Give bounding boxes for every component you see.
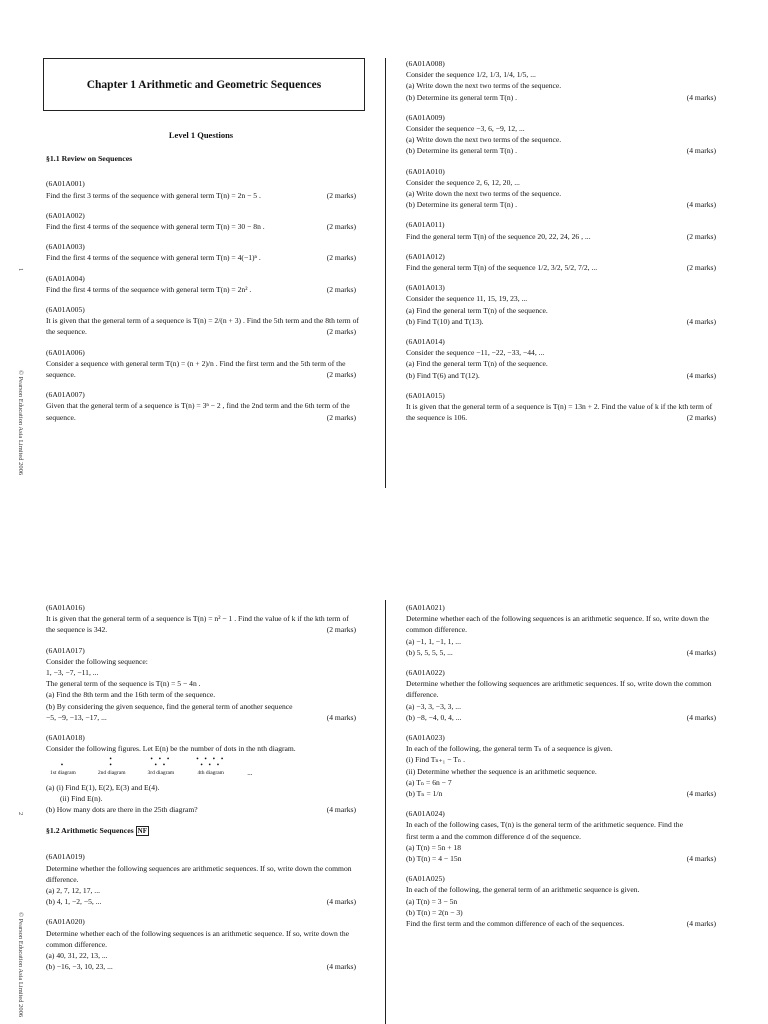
question-item [46, 347, 356, 381]
question-line: It is given that the general term of a sequence is T(n) = 13n + 2. Find the value of k if the kth term of [406, 401, 716, 412]
marks [710, 613, 716, 624]
top-left-panel [46, 118, 359, 432]
question-id: (6A01A024) [406, 809, 445, 819]
question-line: (a) Write down the next two terms of the sequence. [406, 80, 716, 91]
chapter-title: Chapter 1 Arithmetic and Geometric Sequences [43, 58, 365, 111]
question-line: Determine whether the following sequences are arithmetic sequences. If so, write down the common [406, 678, 716, 689]
diagram-label: 4th diagram [197, 770, 224, 777]
marks [710, 80, 716, 91]
dot-diagram [98, 756, 126, 779]
question-item [46, 273, 356, 295]
question-line: (b) Determine its general term T(n) . (4 marks) [406, 92, 716, 102]
section-heading: §1.1 Review on Sequences [46, 154, 133, 164]
dot-diagram [147, 756, 174, 779]
question-item [46, 389, 356, 423]
marks [350, 689, 356, 700]
question-id: (6A01A022) [406, 668, 445, 678]
question-line: (b) Determine its general term T(n) . (4 marks) [406, 200, 716, 210]
marks [710, 69, 716, 80]
marks [710, 907, 716, 918]
page-mark-bottom: 2 [17, 812, 24, 816]
question-line: (a) Find the general term T(n) of the sequence. [406, 358, 716, 369]
question-id: (6A01A013) [406, 283, 445, 293]
marks: (4 marks) [686, 854, 716, 864]
question-item [406, 873, 716, 929]
marks: (4 marks) [326, 712, 356, 722]
question-id: (6A01A016) [46, 603, 85, 612]
question-item [406, 58, 716, 103]
marks [710, 123, 716, 134]
question-line: (a) −1, 1, −1, 1, ... [406, 636, 716, 647]
question-id: (6A01A018) [46, 733, 85, 743]
question-line: (b) Find T(10) and T(13). (4 marks) [406, 316, 716, 326]
bottom-right-panel [406, 602, 716, 938]
question-line: Find the general term T(n) of the sequence 1/2, 3/2, 5/2, 7/2, ... (2 marks) [406, 263, 716, 273]
marks: (4 marks) [686, 712, 716, 722]
question-line: (b) Tₙ = 1/n (4 marks) [406, 789, 716, 799]
question-line: (b) T(n) = 2(n − 3) [406, 907, 716, 918]
divider-bottom [385, 600, 386, 1024]
question-id: (6A01A006) [46, 347, 85, 357]
dot-diagram [196, 756, 225, 779]
marks: (4 marks) [326, 962, 356, 972]
question-line: Consider a sequence with general term T(n) = (n + 2)/n . Find the first term and the 5th term of the [46, 358, 356, 369]
dot-row: • [60, 761, 66, 770]
question-id: (6A01A025) [406, 874, 445, 884]
marks [350, 928, 356, 939]
question-line: Consider the following sequence: [46, 656, 356, 667]
marks [350, 874, 356, 885]
question-line: Consider the sequence 11, 15, 19, 23, ... [406, 293, 716, 304]
question-line: (ii) Determine whether the sequence is an arithmetic sequence. [406, 766, 716, 777]
marks [710, 831, 716, 842]
marks [350, 400, 356, 411]
marks [710, 347, 716, 358]
question-item [406, 732, 716, 799]
marks [710, 636, 716, 647]
dot-diagrams [50, 756, 356, 779]
dot-diagram [50, 762, 76, 779]
ellipsis: ... [247, 769, 253, 778]
question-line: Consider the sequence 1/2, 1/3, 1/4, 1/5, ... [406, 69, 716, 80]
question-id: (6A01A021) [406, 603, 445, 612]
marks [359, 315, 365, 326]
question-line: (a) Write down the next two terms of the sequence. [406, 134, 716, 145]
question-line: (a) −3, 3, −3, 3, ... [406, 701, 716, 712]
question-line: (i) Find Tₙ₊₁ − Tₙ . [406, 754, 716, 765]
question-line: Determine whether the following sequences are arithmetic sequences. If so, write down the common [46, 863, 356, 874]
question-id: (6A01A002) [46, 210, 85, 220]
marks [710, 884, 716, 895]
question-line: (a) Tₙ = 6n − 7 [406, 777, 716, 788]
question-line: difference. [406, 689, 716, 700]
question-item [406, 251, 716, 273]
marks: (2 marks) [326, 190, 356, 200]
marks [710, 754, 716, 765]
page-mark-top: 1 [17, 268, 24, 272]
question-item [406, 336, 716, 381]
question-item [46, 210, 356, 232]
question-line: the sequence is 342. (2 marks) [46, 625, 356, 635]
question-id: (6A01A012) [406, 251, 445, 261]
question-list [46, 178, 359, 422]
dot-row: • [109, 761, 114, 770]
question-line: (a) Write down the next two terms of the sequence. [406, 188, 716, 199]
marks [350, 613, 356, 624]
question-item [406, 219, 716, 241]
question-id: (6A01A004) [46, 273, 85, 283]
marks [350, 656, 356, 667]
question-line: (a) Find the general term T(n) of the sequence. [406, 305, 716, 316]
marks: (2 marks) [326, 327, 356, 337]
dot-row: • • • [200, 761, 222, 770]
question-line: Find the first 3 terms of the sequence with general term T(n) = 2n − 5 . (2 marks) [46, 190, 356, 200]
question-item [406, 166, 716, 211]
question-line: Determine whether each of the following sequences is an arithmetic sequence. If so, write down the [406, 613, 716, 624]
marks [710, 743, 716, 754]
question-line: sequence. (2 marks) [46, 412, 356, 422]
marks [350, 950, 356, 961]
question-line: difference. [46, 874, 356, 885]
question-line: (b) 5, 5, 5, 5, ... (4 marks) [406, 647, 716, 657]
dot-row: • • [154, 761, 168, 770]
question-item [46, 645, 356, 723]
question-id: (6A01A007) [46, 390, 85, 400]
question-line: Find the first 4 terms of the sequence with general term T(n) = 30 − 8n . (2 marks) [46, 222, 356, 232]
question-id: (6A01A020) [46, 917, 85, 927]
question-item [406, 808, 716, 864]
question-line: the sequence. (2 marks) [46, 327, 356, 337]
question-id: (6A01A015) [406, 390, 445, 400]
marks [710, 134, 716, 145]
diagram-label: 1st diagram [50, 770, 76, 777]
marks: (4 marks) [686, 316, 716, 326]
marks [710, 701, 716, 712]
question-line: the sequence is 106. (2 marks) [406, 413, 716, 423]
question-id: (6A01A003) [46, 242, 85, 252]
question-line: (a) T(n) = 5n + 18 [406, 842, 716, 853]
question-text: (a) (i) Find E(1), E(2), E(3) and E(4). [46, 782, 160, 792]
question-list [406, 58, 716, 423]
question-line: (b) By considering the given sequence, find the general term of another sequence [46, 701, 356, 712]
marks: (2 marks) [326, 625, 356, 635]
marks [712, 401, 718, 412]
question-item [46, 178, 356, 200]
question-line: common difference. [406, 624, 716, 635]
marks [710, 624, 716, 635]
question-line: Consider the sequence 2, 6, 12, 20, ... [406, 177, 716, 188]
copyright-top: © Pearson Education Asia Limited 2006 [17, 370, 24, 476]
level-title: Level 1 Questions [168, 130, 234, 140]
marks [710, 777, 716, 788]
question-item [46, 304, 359, 338]
question-line: −5, −9, −13, −17, ... (4 marks) [46, 712, 356, 722]
marks: (4 marks) [686, 92, 716, 102]
question-line: common difference. [46, 939, 356, 950]
marks: (2 marks) [326, 222, 356, 232]
question-item [46, 916, 356, 972]
question-id: (6A01A010) [406, 166, 445, 176]
question-line: (b) 4, 1, −2, −5, ... (4 marks) [46, 897, 356, 907]
divider-top [385, 58, 386, 488]
marks: (4 marks) [686, 146, 716, 156]
marks: (4 marks) [326, 897, 356, 907]
marks [352, 863, 358, 874]
marks: (4 marks) [686, 789, 716, 799]
question-line: In each of the following, the general term Tₙ of a sequence is given. [406, 743, 716, 754]
marks [350, 939, 356, 950]
question-line: It is given that the general term of a sequence is T(n) = 2/(n + 3) . Find the 5th term and the 8th term of [46, 315, 356, 326]
marks [350, 885, 356, 896]
question-item [46, 851, 356, 907]
marks: (2 marks) [686, 231, 716, 241]
question-line: (b) T(n) = 4 − 15n (4 marks) [406, 854, 716, 864]
question-id: (6A01A014) [406, 337, 445, 347]
nf-badge: NF [137, 827, 148, 836]
question-line: In each of the following, the general term of an arithmetic sequence is given. [406, 884, 716, 895]
question-figures [46, 732, 356, 815]
question-item [406, 667, 716, 723]
marks [710, 188, 716, 199]
question-line: Determine whether each of the following sequences is an arithmetic sequence. If so, write down the [46, 928, 356, 939]
marks [710, 293, 716, 304]
question-line: (b) −8, −4, 0, 4, ... (4 marks) [406, 712, 716, 722]
question-line: (b) −16, −3, 10, 23, ... (4 marks) [46, 962, 356, 972]
question-line: In each of the following cases, T(n) is the general term of the arithmetic sequence. Find the [406, 819, 716, 830]
question-id: (6A01A023) [406, 733, 445, 743]
question-line: Consider the sequence −11, −22, −33, −44, ... [406, 347, 716, 358]
dot-row: • • • [150, 755, 172, 764]
marks: (4 marks) [686, 370, 716, 380]
marks [712, 678, 718, 689]
question-list [406, 602, 716, 929]
question-id: (6A01A019) [46, 852, 85, 862]
marks: (4 marks) [686, 200, 716, 210]
question-line: (a) Find the 8th term and the 16th term of the sequence. [46, 689, 356, 700]
question-text: (ii) Find E(n). [60, 793, 103, 803]
question-line: (b) How many dots are there in the 25th diagram? (4 marks) [46, 805, 356, 815]
marks: (2 marks) [326, 412, 356, 422]
question-line: Find the first term and the common difference of each of the sequences. (4 marks) [406, 919, 716, 929]
question-text: Consider the following figures. Let E(n) be the number of dots in the nth diagram. [46, 744, 296, 754]
question-id: (6A01A011) [406, 220, 445, 230]
dot-row: • [109, 755, 114, 764]
marks [350, 678, 356, 689]
marks: (2 marks) [326, 370, 356, 380]
question-id: (6A01A005) [46, 305, 85, 315]
question-line: Given that the general term of a sequence is T(n) = 3ⁿ − 2 , find the 2nd term and the 6th term of the [46, 400, 356, 411]
marks [710, 689, 716, 700]
question-line: first term a and the common difference d of the sequence. [406, 831, 716, 842]
marks [710, 842, 716, 853]
question-line: 1, −3, −7, −11, ... [46, 667, 356, 678]
marks: (2 marks) [326, 284, 356, 294]
copyright-bottom: © Pearson Education Asia Limited 2006 [17, 912, 24, 1018]
question-line: The general term of the sequence is T(n) = 5 − 4n . [46, 678, 356, 689]
marks [710, 177, 716, 188]
top-right-panel [406, 58, 716, 432]
question-line: sequence. (2 marks) [46, 370, 356, 380]
section-heading: §1.2 Arithmetic Sequences NF [46, 826, 148, 836]
marks [350, 701, 356, 712]
question-line: Consider the sequence −3, 6, −9, 12, ... [406, 123, 716, 134]
marks [710, 896, 716, 907]
diagram-label: 2nd diagram [97, 770, 126, 777]
question-item [406, 112, 716, 157]
marks: (4 marks) [686, 919, 716, 929]
marks: (2 marks) [686, 413, 716, 423]
bottom-left-panel [46, 602, 356, 981]
marks: (2 marks) [326, 253, 356, 263]
question-line: Find the general term T(n) of the sequence 20, 22, 24, 26 , ... (2 marks) [406, 231, 716, 241]
question-line: Find the first 4 terms of the sequence with general term T(n) = 2n² . (2 marks) [46, 284, 356, 294]
question-item [406, 390, 716, 424]
question-item [46, 602, 356, 636]
question-id: (6A01A001) [46, 179, 85, 189]
question-line: (a) 2, 7, 12, 17, ... [46, 885, 356, 896]
marks [710, 358, 716, 369]
marks: (2 marks) [686, 263, 716, 273]
marks [350, 358, 356, 369]
marks [710, 819, 716, 830]
marks: (4 marks) [686, 647, 716, 657]
question-line: Find the first 4 terms of the sequence with general term T(n) = 4(−1)ⁿ . (2 marks) [46, 253, 356, 263]
question-item [406, 602, 716, 658]
question-id: (6A01A009) [406, 112, 445, 122]
marks [710, 305, 716, 316]
question-list [46, 851, 356, 972]
marks [710, 766, 716, 777]
question-line: (a) T(n) = 3 − 5n [406, 896, 716, 907]
question-line: (b) Find T(6) and T(12). (4 marks) [406, 370, 716, 380]
question-line: It is given that the general term of a sequence is T(n) = n² − 1 . Find the value of k if the kth term of [46, 613, 356, 624]
question-id: (6A01A008) [406, 59, 445, 68]
question-id: (6A01A017) [46, 645, 85, 655]
question-item [46, 241, 356, 263]
question-line: (a) 40, 31, 22, 13, ... [46, 950, 356, 961]
marks [350, 667, 356, 678]
dot-row: • • • • [196, 755, 226, 764]
question-line: (b) Determine its general term T(n) . (4 marks) [406, 146, 716, 156]
diagram-label: 3rd diagram [147, 770, 175, 777]
question-list [46, 602, 356, 723]
question-item [406, 282, 716, 327]
